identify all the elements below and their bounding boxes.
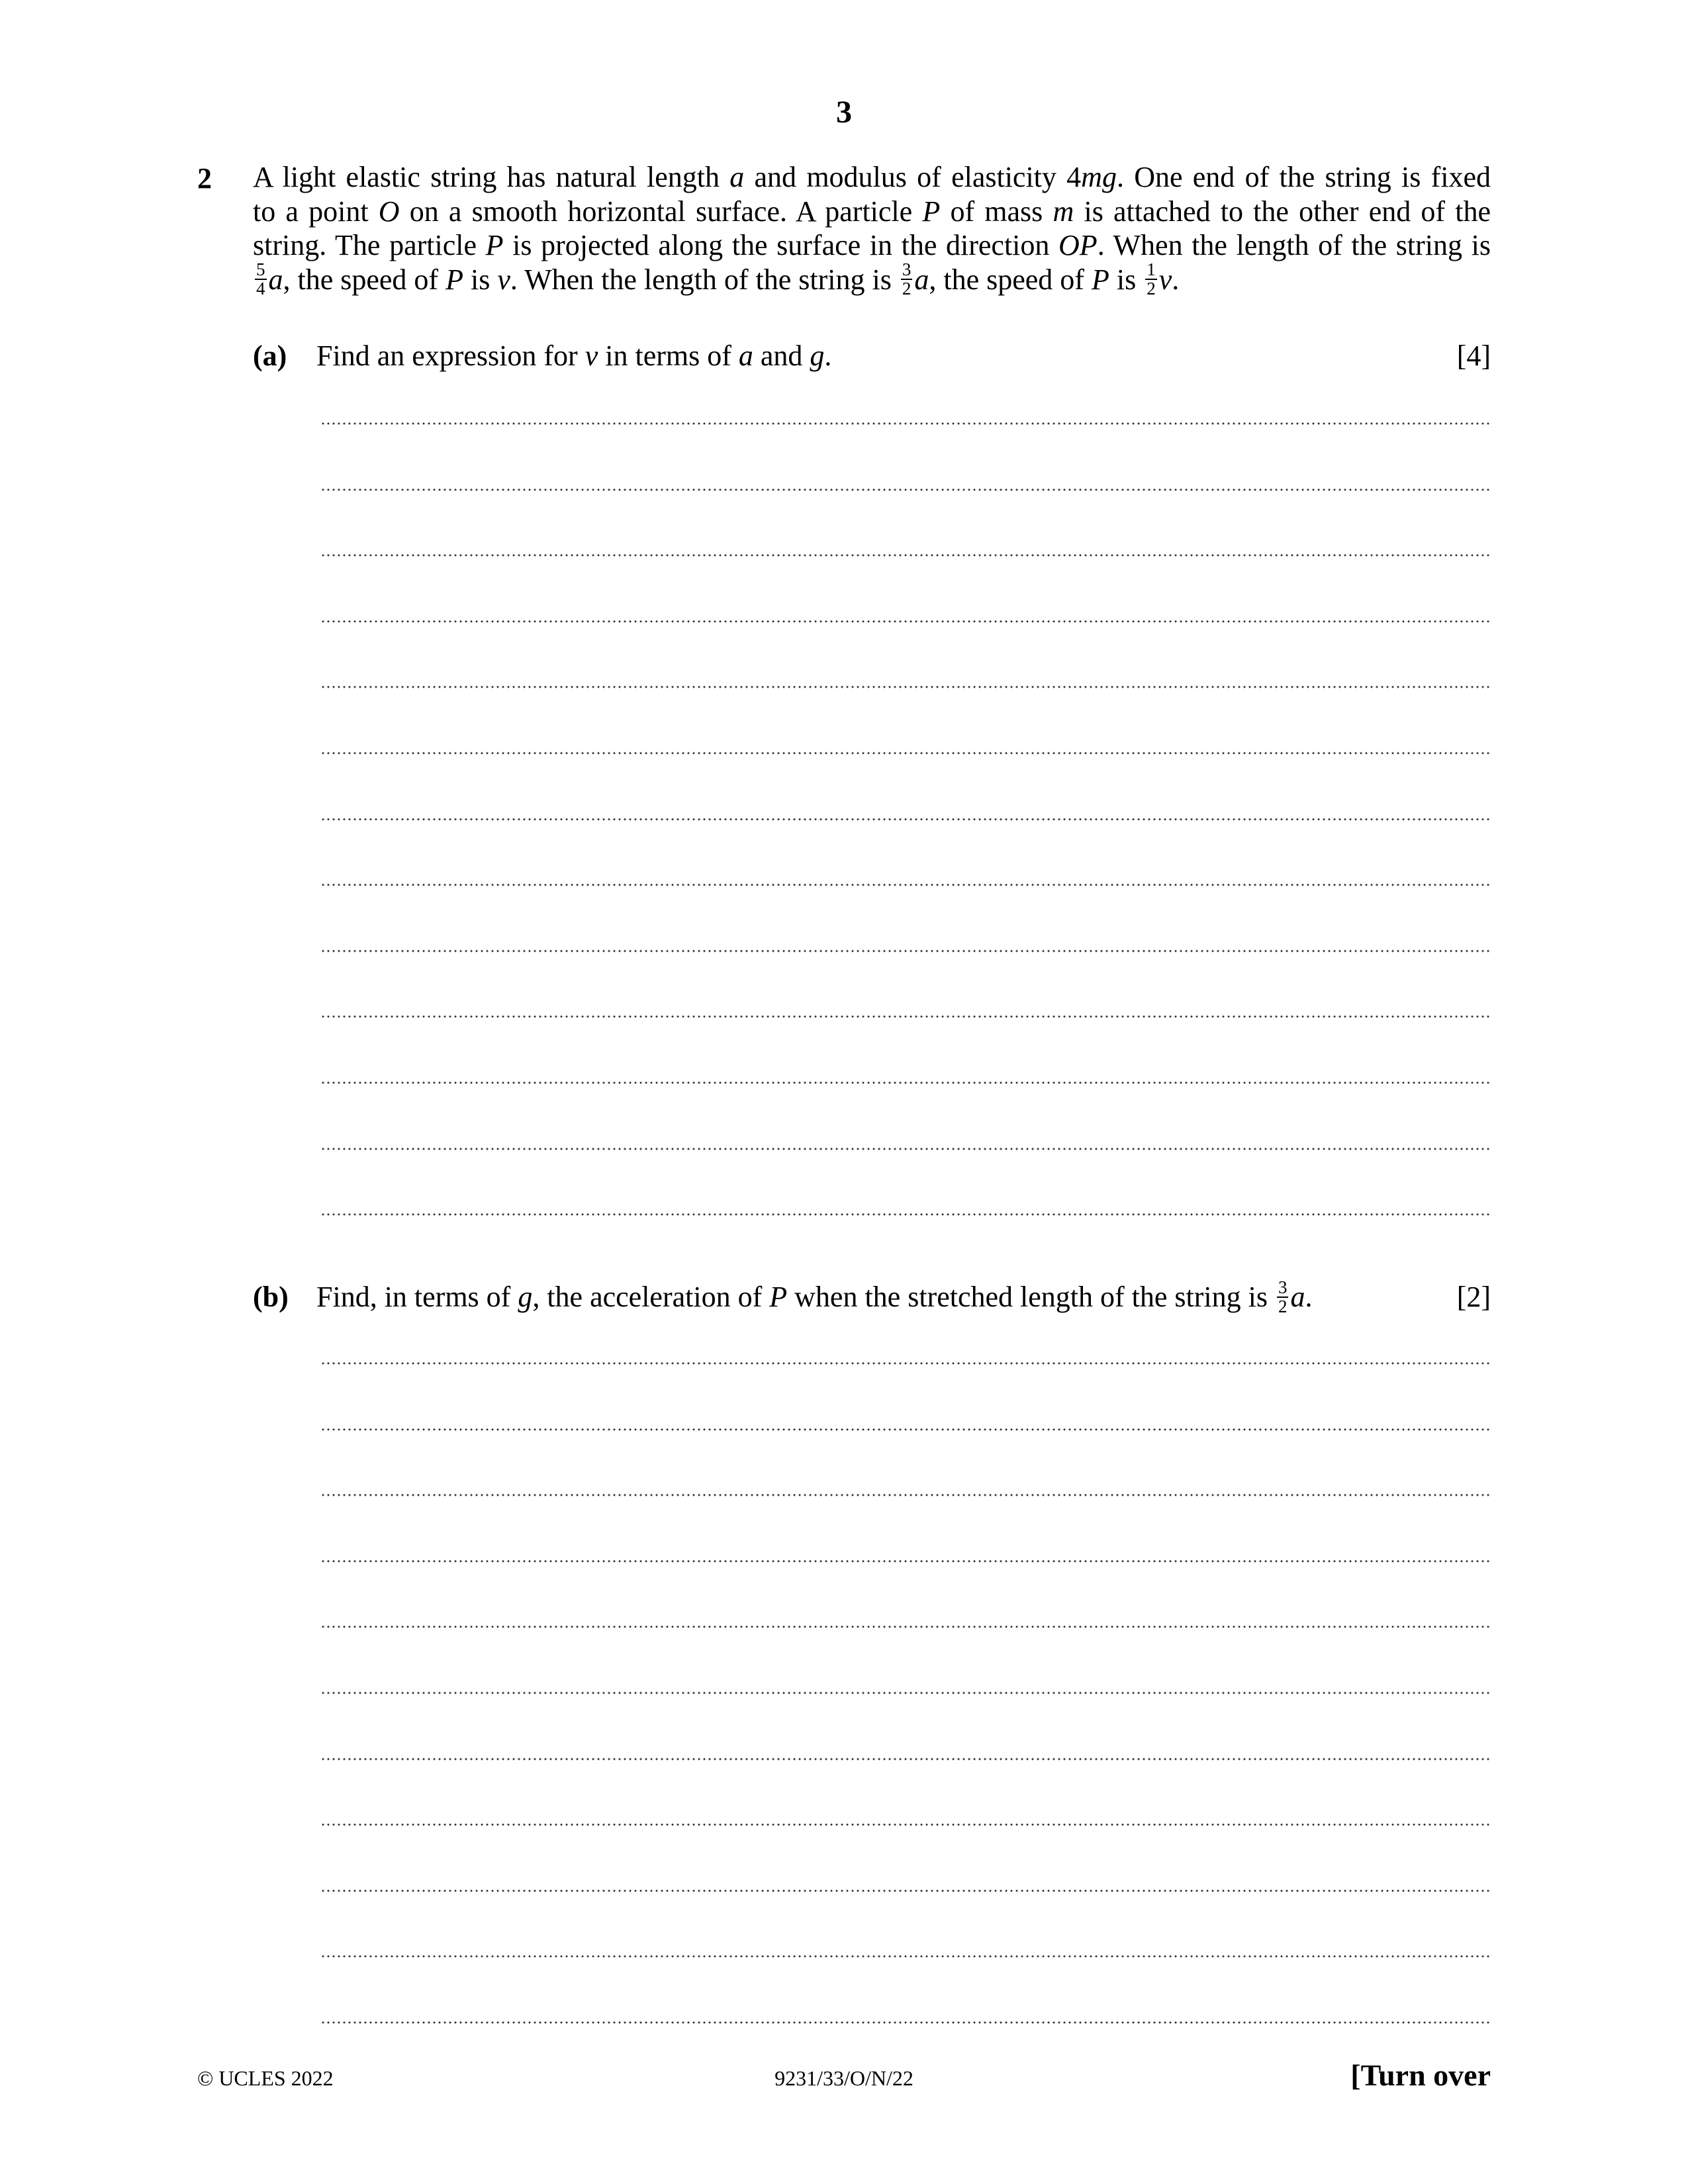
answer-line[interactable]	[320, 554, 1491, 557]
fraction-three-halves: $\frac{3}{2}$	[902, 259, 912, 299]
answer-line[interactable]	[320, 1889, 1491, 1892]
answer-line[interactable]	[320, 818, 1491, 821]
answer-line[interactable]	[320, 1213, 1491, 1216]
stem-line-1: A light elastic string has natural length a and modulus of elasticity 4mg. One end of the string is fixed	[253, 161, 1491, 193]
answer-line[interactable]	[320, 1428, 1491, 1431]
answer-line[interactable]	[320, 884, 1491, 886]
fraction-three-halves-b: $\frac{3}{2}$	[1278, 1277, 1288, 1316]
page-number: 3	[836, 95, 852, 130]
stem-line-4: $\frac{5}{4}$ a, the speed of P is v. When the length of the string is $\frac{3}{2}$ a, the speed of P is $\frac{1}{2}$ v.	[256, 259, 1180, 299]
answer-line[interactable]	[320, 1823, 1491, 1826]
question-stem	[253, 160, 1491, 300]
turn-over-label: [Turn over	[1350, 2058, 1491, 2092]
part-b-label: (b)	[253, 1281, 289, 1313]
answer-line[interactable]	[320, 1955, 1491, 1958]
question-number: 2	[197, 162, 212, 195]
fraction-one-half: $\frac{1}{2}$	[1147, 259, 1156, 299]
answer-line[interactable]	[320, 1625, 1491, 1628]
answer-line[interactable]	[320, 686, 1491, 688]
part-a-prompt: Find an expression for v in terms of a and g.	[316, 340, 832, 372]
stem-line-2: to a point O on a smooth horizontal surface. A particle P of mass m is attached to the other end of the	[253, 195, 1491, 228]
answer-line[interactable]	[320, 1494, 1491, 1496]
answer-line[interactable]	[320, 950, 1491, 952]
answer-line[interactable]	[320, 1560, 1491, 1563]
answer-line[interactable]	[320, 1015, 1491, 1018]
answer-line[interactable]	[320, 2021, 1491, 2024]
footer-copyright: © UCLES 2022	[197, 2066, 334, 2090]
answer-line[interactable]	[320, 1758, 1491, 1760]
fraction-five-quarters: $\frac{5}{4}$	[256, 259, 265, 299]
answer-line[interactable]	[320, 1692, 1491, 1694]
footer-paper-code: 9231/33/O/N/22	[774, 2066, 914, 2090]
part-b-marks: [2]	[1456, 1281, 1491, 1313]
answer-line[interactable]	[320, 1081, 1491, 1084]
answer-line[interactable]	[320, 422, 1491, 425]
part-a-marks: [4]	[1456, 340, 1491, 372]
stem-line-3: string. The particle P is projected along the surface in the direction OP. When the length of the string is	[253, 229, 1491, 261]
answer-line[interactable]	[320, 1148, 1491, 1150]
answer-line[interactable]	[320, 620, 1491, 623]
answer-line[interactable]	[320, 1362, 1491, 1365]
answer-line[interactable]	[320, 488, 1491, 491]
part-b-prompt: Find, in terms of g, the acceleration of P when the stretched length of the string is $\frac{3}{2}$ a.	[316, 1277, 1313, 1316]
answer-line[interactable]	[320, 752, 1491, 754]
part-a-label: (a)	[253, 340, 287, 372]
